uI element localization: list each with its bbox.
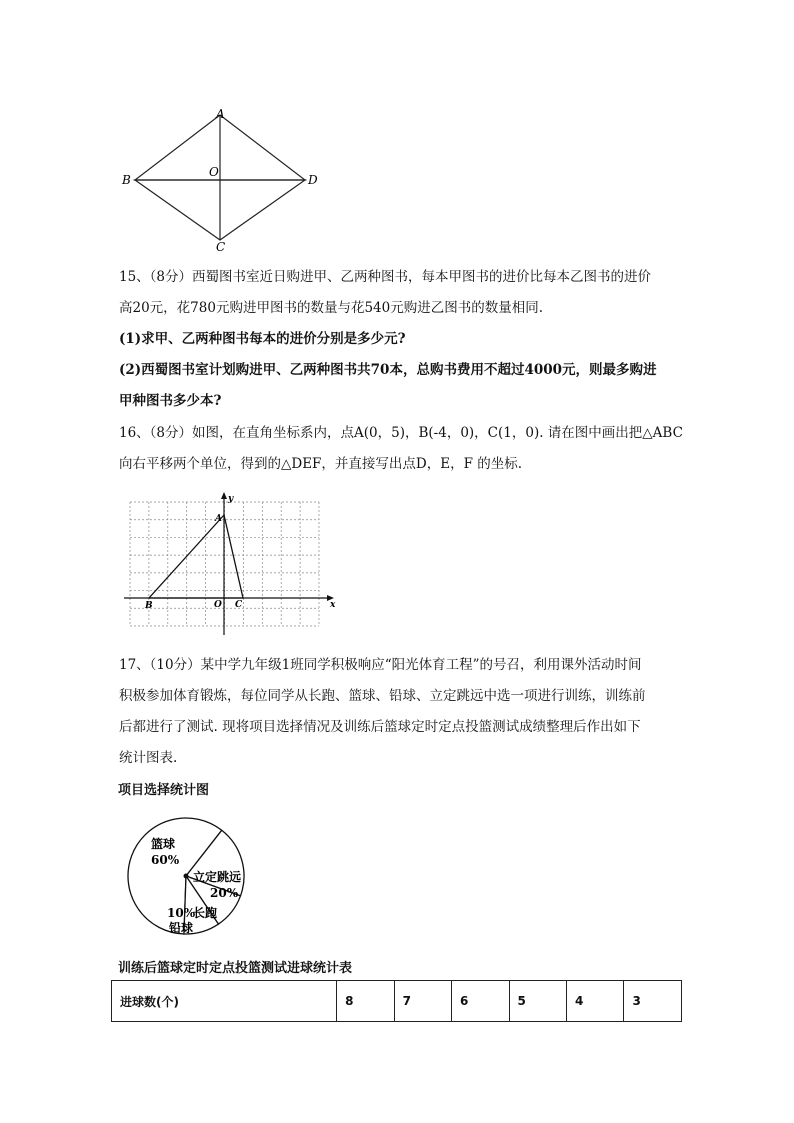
triangle-abc xyxy=(149,515,243,598)
label-a: A xyxy=(216,107,225,121)
label-grid-a: A xyxy=(215,514,222,524)
question-16 xyxy=(119,418,683,480)
label-d: D xyxy=(308,173,318,187)
table-row xyxy=(112,981,682,1022)
label-grid-o: O xyxy=(214,600,222,610)
label-x: x xyxy=(330,600,336,610)
question-17 xyxy=(119,650,679,774)
pie-value-long-jump: 20% xyxy=(210,886,239,900)
label-grid-b: B xyxy=(145,601,153,611)
score-table xyxy=(111,980,682,1022)
q15-sub-2-line-2: 甲种图书多少本? xyxy=(119,393,222,409)
pie-center-dot xyxy=(184,874,189,879)
pie-label-basketball: 篮球 xyxy=(151,837,176,851)
table-cell: 4 xyxy=(566,981,623,1022)
label-o: O xyxy=(209,165,219,179)
q15-sub-2-line-1: (2)西蜀图书室计划购进甲、乙两种图书共70本，总购书费用不超过4000元，则最多购进 xyxy=(119,362,657,378)
label-c: C xyxy=(216,240,226,254)
q16-line-1: 16、（8分）如图，在直角坐标系内，点A(0，5)，B(-4，0)，C(1，0). 请在图中画出把△ABC xyxy=(119,425,683,441)
pie-chart-title: 项目选择统计图 xyxy=(118,783,210,798)
table-cell: 7 xyxy=(394,981,451,1022)
pie-value-shot-put: 10% xyxy=(167,906,196,920)
table-cell: 3 xyxy=(624,981,682,1022)
q17-line-3: 后都进行了测试. 现将项目选择情况及训练后篮球定时定点投篮测试成绩整理后作出如下 xyxy=(119,719,641,735)
label-y: y xyxy=(228,494,234,504)
pie-label-long-run: 长跑 xyxy=(193,906,218,920)
y-axis-arrow xyxy=(221,492,227,499)
q15-line-1: 15、（8分）西蜀图书室近日购进甲、乙两种图书，每本甲图书的进价比每本乙图书的进价 xyxy=(119,269,652,285)
table-title: 训练后篮球定时定点投篮测试进球统计表 xyxy=(118,961,353,976)
q17-line-4: 统计图表. xyxy=(119,750,178,766)
pie-label-shot-put: 铅球 xyxy=(169,921,194,935)
q15-sub-1: (1)求甲、乙两种图书每本的进价分别是多少元? xyxy=(119,331,406,347)
label-b: B xyxy=(122,173,131,187)
table-cell: 8 xyxy=(337,981,394,1022)
q17-line-1: 17、（10分）某中学九年级1班同学积极响应“阳光体育工程”的号召，利用课外活动时间 xyxy=(119,657,642,673)
pie-chart xyxy=(125,810,260,940)
table-cell: 5 xyxy=(509,981,566,1022)
q17-line-2: 积极参加体育锻炼，每位同学从长跑、篮球、铅球、立定跳远中选一项进行训练，训练前 xyxy=(119,688,646,704)
question-15 xyxy=(119,262,679,417)
pie-label-long-jump: 立定跳远 xyxy=(193,870,242,884)
rhombus-figure xyxy=(110,105,330,255)
q16-line-2: 向右平移两个单位，得到的△DEF，并直接写出点D，E，F 的坐标. xyxy=(119,456,523,472)
coordinate-grid-figure xyxy=(120,490,350,640)
label-grid-c: C xyxy=(235,600,243,610)
q15-line-2: 高20元，花780元购进甲图书的数量与花540元购进乙图书的数量相同. xyxy=(119,300,544,316)
table-header-cell: 进球数(个) xyxy=(112,981,337,1022)
pie-value-basketball: 60% xyxy=(151,853,180,867)
table-cell: 6 xyxy=(452,981,509,1022)
